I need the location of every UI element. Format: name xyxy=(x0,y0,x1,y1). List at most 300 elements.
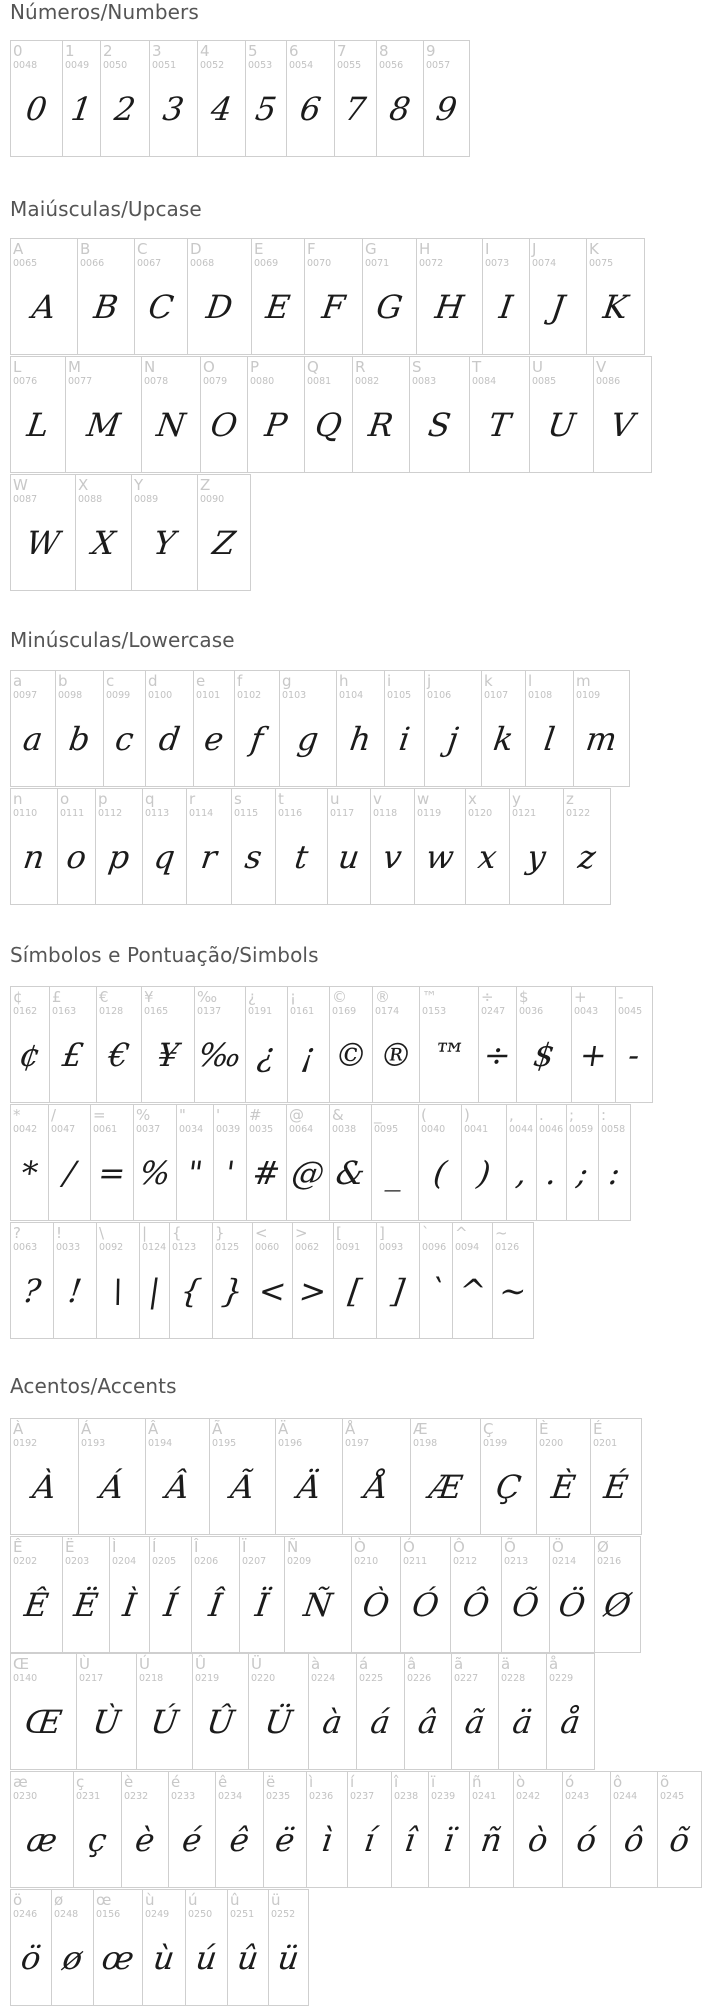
glyph-character-label: u xyxy=(330,790,340,808)
glyph-sample: ? xyxy=(20,1272,44,1310)
glyph-character-label: a xyxy=(13,672,23,690)
glyph-character-label: ? xyxy=(13,1224,21,1242)
glyph-cell xyxy=(201,357,248,473)
glyph-code-label: 0242 xyxy=(516,1791,541,1802)
glyph-character-label: Ï xyxy=(242,1538,247,1556)
glyph-character-label: m xyxy=(576,672,591,690)
glyph-code-label: 0060 xyxy=(255,1242,280,1253)
glyph-code-label: 0055 xyxy=(337,60,362,71)
glyph-cell xyxy=(305,239,363,355)
glyph-cell xyxy=(132,475,198,591)
glyph-code-label: 0200 xyxy=(539,1438,564,1449)
glyph-cell xyxy=(142,357,201,473)
glyph-code-label: 0081 xyxy=(307,376,332,387)
glyph-code-label: 0118 xyxy=(373,808,398,819)
glyph-character-label: j xyxy=(427,672,432,690)
glyph-cell xyxy=(248,357,305,473)
glyph-sample: i xyxy=(396,720,413,758)
glyph-sample: Œ xyxy=(22,1703,65,1741)
glyph-cell xyxy=(76,475,132,591)
glyph-sample: Ë xyxy=(71,1586,101,1624)
glyph-character-label: + xyxy=(574,988,587,1006)
glyph-cell xyxy=(214,1105,247,1221)
glyph-code-label: 0153 xyxy=(422,1006,447,1017)
glyph-code-label: 0090 xyxy=(200,494,225,505)
glyph-sample: Ô xyxy=(460,1586,492,1624)
glyph-sample: Õ xyxy=(509,1586,542,1624)
glyph-cell xyxy=(54,1223,97,1339)
glyph-character-label: 4 xyxy=(200,42,210,60)
glyph-cell xyxy=(611,1772,658,1888)
glyph-code-label: 0100 xyxy=(148,690,173,701)
glyph-sample: û xyxy=(235,1939,261,1977)
glyph-cell xyxy=(198,41,246,157)
glyph-cell xyxy=(137,1654,193,1770)
glyph-code-label: 0218 xyxy=(139,1673,164,1684)
glyph-character-label: N xyxy=(144,358,156,376)
glyph-code-label: 0237 xyxy=(350,1791,375,1802)
glyph-cell xyxy=(96,789,143,905)
glyph-cell xyxy=(142,987,195,1103)
glyph-cell xyxy=(143,789,187,905)
glyph-character-label: h xyxy=(339,672,349,690)
glyph-cell xyxy=(335,41,377,157)
glyph-character-label: A xyxy=(13,240,24,258)
glyph-character-label: t xyxy=(278,790,284,808)
glyph-character-label: s xyxy=(234,790,242,808)
glyph-code-label: 0098 xyxy=(58,690,83,701)
glyph-cell xyxy=(514,1772,563,1888)
glyph-character-label: L xyxy=(13,358,22,376)
glyph-character-label: @ xyxy=(289,1106,304,1124)
glyph-character-label: l xyxy=(528,672,533,690)
glyph-cell xyxy=(411,1419,481,1535)
glyph-code-label: 0191 xyxy=(248,1006,273,1017)
glyph-code-label: 0232 xyxy=(124,1791,149,1802)
glyph-sample: { xyxy=(178,1272,204,1310)
glyph-character-label: ~ xyxy=(495,1224,508,1242)
glyph-cell xyxy=(188,239,252,355)
glyph-cell xyxy=(348,1772,392,1888)
glyph-cell xyxy=(101,41,150,157)
glyph-code-label: 0102 xyxy=(237,690,262,701)
glyph-code-label: 0048 xyxy=(13,60,38,71)
glyph-row xyxy=(10,1418,642,1535)
glyph-cell xyxy=(616,987,653,1103)
glyph-code-label: 0056 xyxy=(379,60,404,71)
glyph-cell xyxy=(334,1223,377,1339)
glyph-code-label: 0225 xyxy=(359,1673,384,1684)
glyph-sample: Í xyxy=(161,1586,180,1624)
glyph-cell xyxy=(594,357,652,473)
glyph-sample: . xyxy=(543,1154,560,1192)
glyph-sample: e xyxy=(201,720,227,758)
glyph-code-label: 0231 xyxy=(76,1791,101,1802)
glyph-code-label: 0207 xyxy=(242,1556,267,1567)
glyph-code-label: 0233 xyxy=(171,1791,196,1802)
glyph-cell xyxy=(591,1419,642,1535)
glyph-sample: Q xyxy=(312,406,345,444)
glyph-cell xyxy=(493,1223,534,1339)
glyph-character-label: ! xyxy=(56,1224,63,1242)
glyph-cell xyxy=(213,1223,253,1339)
glyph-cell xyxy=(49,1105,91,1221)
glyph-code-label: 0117 xyxy=(330,808,355,819)
glyph-character-label: I xyxy=(485,240,490,258)
glyph-code-label: 0198 xyxy=(413,1438,438,1449)
glyph-character-label: * xyxy=(13,1106,21,1124)
glyph-sample: ó xyxy=(574,1821,599,1859)
glyph-code-label: 0169 xyxy=(332,1006,357,1017)
glyph-code-label: 0078 xyxy=(144,376,169,387)
glyph-sample: 8 xyxy=(387,90,413,128)
glyph-sample: ô xyxy=(621,1821,647,1859)
glyph-cell xyxy=(58,789,96,905)
glyph-code-label: 0070 xyxy=(307,258,332,269)
glyph-cell xyxy=(343,1419,411,1535)
glyph-code-label: 0086 xyxy=(596,376,621,387)
glyph-cell xyxy=(564,789,611,905)
glyph-character-label: o xyxy=(60,790,70,808)
glyph-character-label: Z xyxy=(200,476,211,494)
glyph-sample: 0 xyxy=(23,90,50,128)
glyph-sample: W xyxy=(23,524,63,562)
glyph-character-label: £ xyxy=(52,988,62,1006)
glyph-cell xyxy=(280,671,337,787)
glyph-character-label: w xyxy=(417,790,430,808)
glyph-character-label: c xyxy=(106,672,115,690)
glyph-character-label: Ì xyxy=(112,1538,117,1556)
glyph-cell xyxy=(285,1537,352,1653)
glyph-cell xyxy=(424,41,470,157)
glyph-sample: T xyxy=(486,406,513,444)
glyph-character-label: ç xyxy=(76,1773,85,1791)
glyph-sample: # xyxy=(250,1154,283,1192)
glyph-code-label: 0039 xyxy=(216,1124,241,1135)
glyph-character-label: Ù xyxy=(79,1655,90,1673)
glyph-cell xyxy=(357,1654,405,1770)
glyph-character-label: õ xyxy=(660,1773,670,1791)
glyph-sample: À xyxy=(30,1468,59,1506)
glyph-sample: S xyxy=(425,406,454,444)
glyph-cell xyxy=(228,1890,269,2006)
glyph-code-label: 0203 xyxy=(65,1556,90,1567)
glyph-code-label: 0161 xyxy=(290,1006,315,1017)
glyph-cell xyxy=(481,1419,537,1535)
glyph-cell xyxy=(216,1772,264,1888)
glyph-cell xyxy=(420,987,479,1103)
glyph-cell xyxy=(563,1772,611,1888)
glyph-character-label: ø xyxy=(54,1891,64,1909)
glyph-sample: ñ xyxy=(478,1821,505,1859)
glyph-code-label: 0047 xyxy=(51,1124,76,1135)
glyph-sample: ™ xyxy=(430,1036,468,1074)
glyph-cell xyxy=(264,1772,307,1888)
glyph-character-label: ú xyxy=(188,1891,198,1909)
glyph-cell xyxy=(353,357,410,473)
glyph-character-label: È xyxy=(539,1420,549,1438)
glyph-code-label: 0051 xyxy=(152,60,177,71)
glyph-cell xyxy=(510,789,564,905)
glyph-code-label: 0046 xyxy=(539,1124,564,1135)
glyph-cell xyxy=(253,1223,293,1339)
glyph-character-label: Y xyxy=(134,476,144,494)
glyph-sample: É xyxy=(601,1468,631,1506)
glyph-code-label: 0033 xyxy=(56,1242,81,1253)
glyph-character-label: & xyxy=(332,1106,344,1124)
glyph-sample: & xyxy=(333,1154,368,1192)
glyph-sample: Ê xyxy=(22,1586,51,1624)
glyph-character-label: G xyxy=(365,240,377,258)
glyph-code-label: 0156 xyxy=(96,1909,121,1920)
glyph-code-label: 0075 xyxy=(589,258,614,269)
glyph-sample: b xyxy=(66,720,93,758)
glyph-cell xyxy=(195,987,246,1103)
glyph-cell xyxy=(134,1105,177,1221)
glyph-code-label: 0204 xyxy=(112,1556,137,1567)
glyph-cell xyxy=(11,1537,63,1653)
glyph-code-label: 0212 xyxy=(453,1556,478,1567)
glyph-cell xyxy=(11,1890,52,2006)
glyph-sample: I xyxy=(497,288,515,326)
glyph-cell xyxy=(235,671,280,787)
glyph-sample: / xyxy=(61,1154,78,1192)
glyph-cell xyxy=(470,1772,514,1888)
glyph-code-label: 0234 xyxy=(218,1791,243,1802)
section-title-simbolos-e-pontuacao-simbols: Símbolos e Pontuação/Simbols xyxy=(10,943,319,967)
glyph-sample: ( xyxy=(431,1154,449,1192)
glyph-code-label: 0140 xyxy=(13,1673,38,1684)
glyph-code-label: 0206 xyxy=(194,1556,219,1567)
glyph-character-label: d xyxy=(148,672,158,690)
glyph-character-label: ; xyxy=(569,1106,575,1124)
glyph-sample: R xyxy=(366,406,396,444)
glyph-code-label: 0174 xyxy=(375,1006,400,1017)
glyph-row xyxy=(10,1536,641,1653)
glyph-character-label: Æ xyxy=(413,1420,428,1438)
glyph-sample: £ xyxy=(60,1036,86,1074)
glyph-code-label: 0250 xyxy=(188,1909,213,1920)
glyph-code-label: 0209 xyxy=(287,1556,312,1567)
glyph-code-label: 0103 xyxy=(282,690,307,701)
glyph-sample: ® xyxy=(377,1036,415,1074)
glyph-sample: Á xyxy=(97,1468,127,1506)
glyph-cell xyxy=(337,671,385,787)
glyph-sample: M xyxy=(84,406,123,444)
glyph-code-label: 0089 xyxy=(134,494,159,505)
glyph-code-label: 0197 xyxy=(345,1438,370,1449)
glyph-character-label: 0 xyxy=(13,42,23,60)
glyph-character-label: x xyxy=(468,790,477,808)
glyph-cell xyxy=(499,1654,547,1770)
glyph-sample: a xyxy=(20,720,46,758)
glyph-cell xyxy=(150,1537,192,1653)
glyph-cell xyxy=(79,1419,146,1535)
glyph-character-label: < xyxy=(255,1224,268,1242)
glyph-sample: O xyxy=(208,406,240,444)
glyph-code-label: 0112 xyxy=(98,808,123,819)
glyph-cell xyxy=(410,357,470,473)
glyph-character-label: % xyxy=(136,1106,151,1124)
glyph-cell xyxy=(249,1654,309,1770)
glyph-sample: õ xyxy=(667,1821,692,1859)
glyph-code-label: 0097 xyxy=(13,690,38,701)
glyph-sample: j xyxy=(445,720,461,758)
glyph-sample: Ã xyxy=(228,1468,257,1506)
glyph-code-label: 0080 xyxy=(250,376,275,387)
glyph-character-label: ¡ xyxy=(290,988,297,1006)
glyph-code-label: 0092 xyxy=(99,1242,124,1253)
glyph-sample: c xyxy=(112,720,137,758)
glyph-sample: A xyxy=(29,288,59,326)
glyph-character-label: W xyxy=(13,476,28,494)
glyph-code-label: 0059 xyxy=(569,1124,594,1135)
glyph-cell xyxy=(417,239,483,355)
glyph-code-label: 0106 xyxy=(427,690,452,701)
glyph-character-label: } xyxy=(215,1224,225,1242)
glyph-cell xyxy=(352,1537,401,1653)
glyph-sample: Ö xyxy=(556,1586,588,1624)
glyph-code-label: 0069 xyxy=(254,258,279,269)
glyph-character-label: C xyxy=(137,240,148,258)
glyph-cell xyxy=(97,987,142,1103)
glyph-code-label: 0194 xyxy=(148,1438,173,1449)
glyph-code-label: 0128 xyxy=(99,1006,124,1017)
glyph-character-label: S xyxy=(412,358,422,376)
glyph-code-label: 0050 xyxy=(103,60,128,71)
glyph-code-label: 0076 xyxy=(13,376,38,387)
glyph-character-label: p xyxy=(98,790,108,808)
glyph-code-label: 0043 xyxy=(574,1006,599,1017)
glyph-cell xyxy=(143,1890,186,2006)
glyph-row xyxy=(10,1771,702,1888)
glyph-sample: J xyxy=(548,288,568,326)
glyph-sample: : xyxy=(606,1154,623,1192)
glyph-code-label: 0063 xyxy=(13,1242,38,1253)
glyph-character-label: ¿ xyxy=(248,988,256,1006)
glyph-code-label: 0195 xyxy=(212,1438,237,1449)
glyph-character-label: Ã xyxy=(212,1420,223,1438)
glyph-sample: Ø xyxy=(601,1586,634,1624)
glyph-sample: > xyxy=(296,1272,330,1310)
glyph-code-label: 0247 xyxy=(481,1006,506,1017)
glyph-character-label: œ xyxy=(96,1891,112,1909)
glyph-sample: ` xyxy=(425,1272,447,1310)
glyph-sample: Û xyxy=(204,1703,237,1741)
glyph-code-label: 0041 xyxy=(464,1124,489,1135)
glyph-character-label: € xyxy=(99,988,109,1006)
glyph-sample: } xyxy=(219,1272,246,1310)
glyph-code-label: 0054 xyxy=(289,60,314,71)
glyph-code-label: 0192 xyxy=(13,1438,38,1449)
glyph-character-label: ' xyxy=(216,1106,221,1124)
glyph-code-label: 0034 xyxy=(179,1124,204,1135)
glyph-character-label: Œ xyxy=(13,1655,30,1673)
glyph-character-label: à xyxy=(311,1655,321,1673)
glyph-cell xyxy=(74,1772,122,1888)
glyph-sample: $ xyxy=(531,1036,557,1074)
glyph-character-label: Á xyxy=(81,1420,92,1438)
glyph-character-label: 5 xyxy=(248,42,258,60)
glyph-cell xyxy=(328,789,371,905)
glyph-character-label: Ñ xyxy=(287,1538,299,1556)
glyph-sample: k xyxy=(491,720,516,758)
glyph-code-label: 0241 xyxy=(472,1791,497,1802)
glyph-cell xyxy=(11,239,78,355)
glyph-code-label: 0251 xyxy=(230,1909,255,1920)
glyph-cell xyxy=(305,357,353,473)
glyph-cell xyxy=(287,1105,330,1221)
glyph-sample: h xyxy=(347,720,374,758)
glyph-character-label: 1 xyxy=(65,42,75,60)
glyph-character-label: Ú xyxy=(139,1655,150,1673)
glyph-sample: 7 xyxy=(342,90,369,128)
glyph-cell xyxy=(550,1537,595,1653)
glyph-sample: ' xyxy=(222,1154,238,1192)
glyph-code-label: 0116 xyxy=(278,808,303,819)
glyph-sample: q xyxy=(151,838,178,876)
glyph-character-label: Ô xyxy=(453,1538,465,1556)
glyph-cell xyxy=(483,239,530,355)
glyph-character-label: ä xyxy=(501,1655,511,1673)
glyph-character-label: Ë xyxy=(65,1538,75,1556)
glyph-character-label: ì xyxy=(309,1773,314,1791)
glyph-sample: p xyxy=(106,838,132,876)
glyph-code-label: 0045 xyxy=(618,1006,643,1017)
glyph-sample: 9 xyxy=(433,90,460,128)
glyph-code-label: 0083 xyxy=(412,376,437,387)
glyph-cell xyxy=(269,1890,309,2006)
glyph-code-label: 0111 xyxy=(60,808,85,819)
glyph-sample: ä xyxy=(510,1703,535,1741)
glyph-sample: Y xyxy=(151,524,178,562)
glyph-character-label: Ó xyxy=(403,1538,415,1556)
glyph-character-label: 9 xyxy=(426,42,436,60)
glyph-code-label: 0137 xyxy=(197,1006,222,1017)
glyph-code-label: 0049 xyxy=(65,60,90,71)
glyph-code-label: 0087 xyxy=(13,494,38,505)
glyph-sample: B xyxy=(91,288,121,326)
glyph-sample: Ù xyxy=(90,1703,123,1741)
glyph-character-label: n xyxy=(13,790,23,808)
glyph-sample: á xyxy=(368,1703,393,1741)
glyph-cell xyxy=(420,1223,453,1339)
glyph-character-label: i xyxy=(387,672,392,690)
glyph-character-label: P xyxy=(250,358,260,376)
glyph-code-label: 0091 xyxy=(336,1242,361,1253)
glyph-cell xyxy=(276,789,328,905)
glyph-cell xyxy=(482,671,526,787)
glyph-character-label: , xyxy=(509,1106,514,1124)
glyph-sample: Ñ xyxy=(301,1586,335,1624)
glyph-character-label: ™ xyxy=(422,988,437,1006)
glyph-code-label: 0245 xyxy=(660,1791,685,1802)
glyph-cell xyxy=(11,1654,77,1770)
glyph-character-label: B xyxy=(80,240,91,258)
glyph-sample: ë xyxy=(272,1821,298,1859)
glyph-character-label: H xyxy=(419,240,431,258)
glyph-sample: L xyxy=(24,406,52,444)
glyph-cell xyxy=(405,1654,452,1770)
glyph-code-label: 0220 xyxy=(251,1673,276,1684)
glyph-cell xyxy=(415,789,466,905)
glyph-cell xyxy=(526,671,574,787)
glyph-character-label: q xyxy=(145,790,155,808)
glyph-cell xyxy=(78,239,135,355)
glyph-code-label: 0252 xyxy=(271,1909,296,1920)
glyph-character-label: æ xyxy=(13,1773,28,1791)
glyph-row xyxy=(10,356,652,473)
